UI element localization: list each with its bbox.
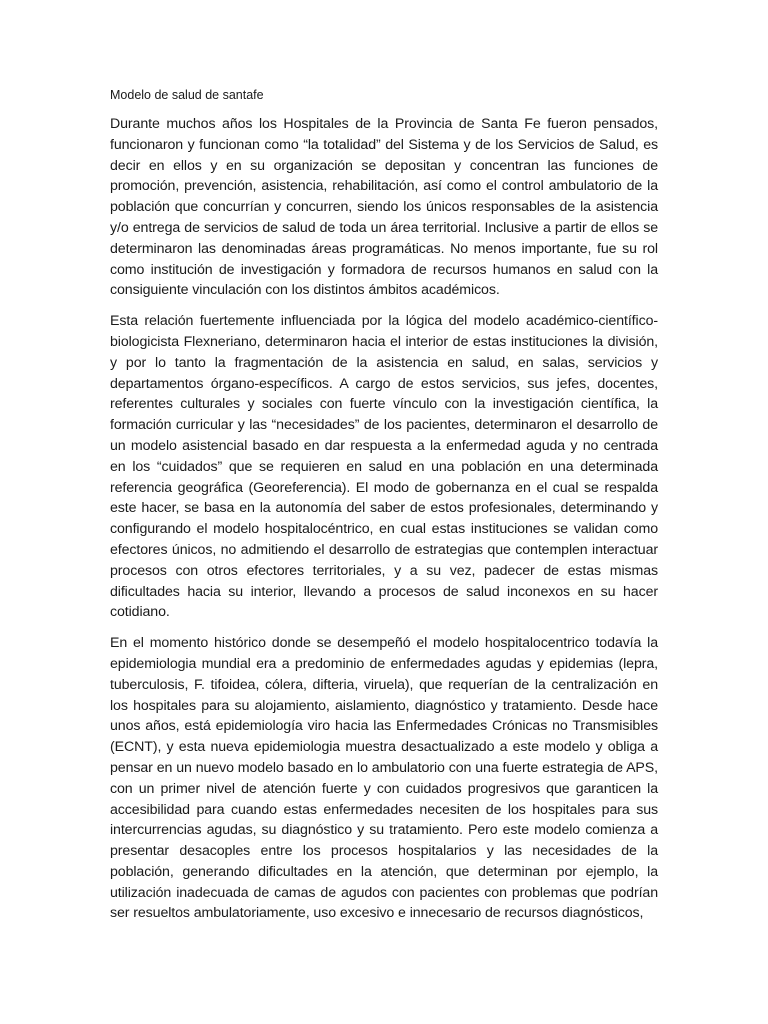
paragraph-1: Durante muchos años los Hospitales de la Provincia de Santa Fe fueron pensados, funcionaron y funcionan como “la totalidad” del Sistema y de los Servicios de Salud, es decir en ellos y en su organización se depositan y concentran las funciones de promoción, prevención, asistencia, rehabilitación, así como el control ambulatorio de la población que concurrían y concurren, siendo los únicos responsables de la asistencia y/o entrega de servicios de salud de toda un área territorial. Inclusive a partir de ellos se determinaron las denominadas áreas programáticas. No menos importante, fue su rol como institución de investigación y formadora de recursos humanos en salud con la consiguiente vinculación con los distintos ámbitos académicos. (110, 116, 658, 299)
document-page (110, 86, 658, 934)
paragraph-3: En el momento histórico donde se desempeñó el modelo hospitalocentrico todavía la epidemiologia mundial era a predominio de enfermedades agudas y epidemias (lepra, tuberculosis, F. tifoidea, cólera, difteria, viruela), que requerían de la centralización en los hospitales para su alojamiento, aislamiento, diagnóstico y tratamiento. Desde hace unos años, está epidemiología viro hacia las Enfermedades Crónicas no Transmisibles (ECNT), y esta nueva epidemiologia muestra desactualizado a este modelo y obliga a pensar en un nuevo modelo basado en lo ambulatorio con una fuerte estrategia de APS, con un primer nivel de atención fuerte y con cuidados progresivos que garanticen la accesibilidad para cuando estas enfermedades necesiten de los hospitales para sus intercurrencias agudas, su diagnóstico y su tratamiento. Pero este modelo comienza a presentar desacoples entre los procesos hospitalarios y las necesidades de la población, generando dificultades en la atención, que determinan por ejemplo, la utilización inadecuada de camas de agudos con pacientes con problemas que podrían ser resueltos ambulatoriamente, uso excesivo e innecesario de recursos diagnósticos, (110, 635, 658, 922)
document-title: Modelo de salud de santafe (110, 88, 264, 102)
paragraph-2: Esta relación fuertemente influenciada por la lógica del modelo académico-científico-biologicista Flexneriano, determinaron hacia el interior de estas instituciones la división, y por lo tanto la fragmentación de la asistencia en salud, en salas, servicios y departamentos órgano-específicos. A cargo de estos servicios, sus jefes, docentes, referentes culturales y sociales con fuerte vínculo con la investigación científica, la formación curricular y las “necesidades” de los pacientes, determinaron el desarrollo de un modelo asistencial basado en dar respuesta a la enfermedad aguda y no centrada en los “cuidados” que se requieren en salud en una población en una determinada referencia geográfica (Georeferencia). El modo de gobernanza en el cual se respalda este hacer, se basa en la autonomía del saber de estos profesionales, determinando y configurando el modelo hospitalocéntrico, en cual estas instituciones se validan como efectores únicos, no admitiendo el desarrollo de estrategias que contemplen interactuar procesos con otros efectores territoriales, y a su vez, padecer de estas mismas dificultades hacia su interior, llevando a procesos de salud inconexos en su hacer cotidiano. (110, 313, 658, 621)
